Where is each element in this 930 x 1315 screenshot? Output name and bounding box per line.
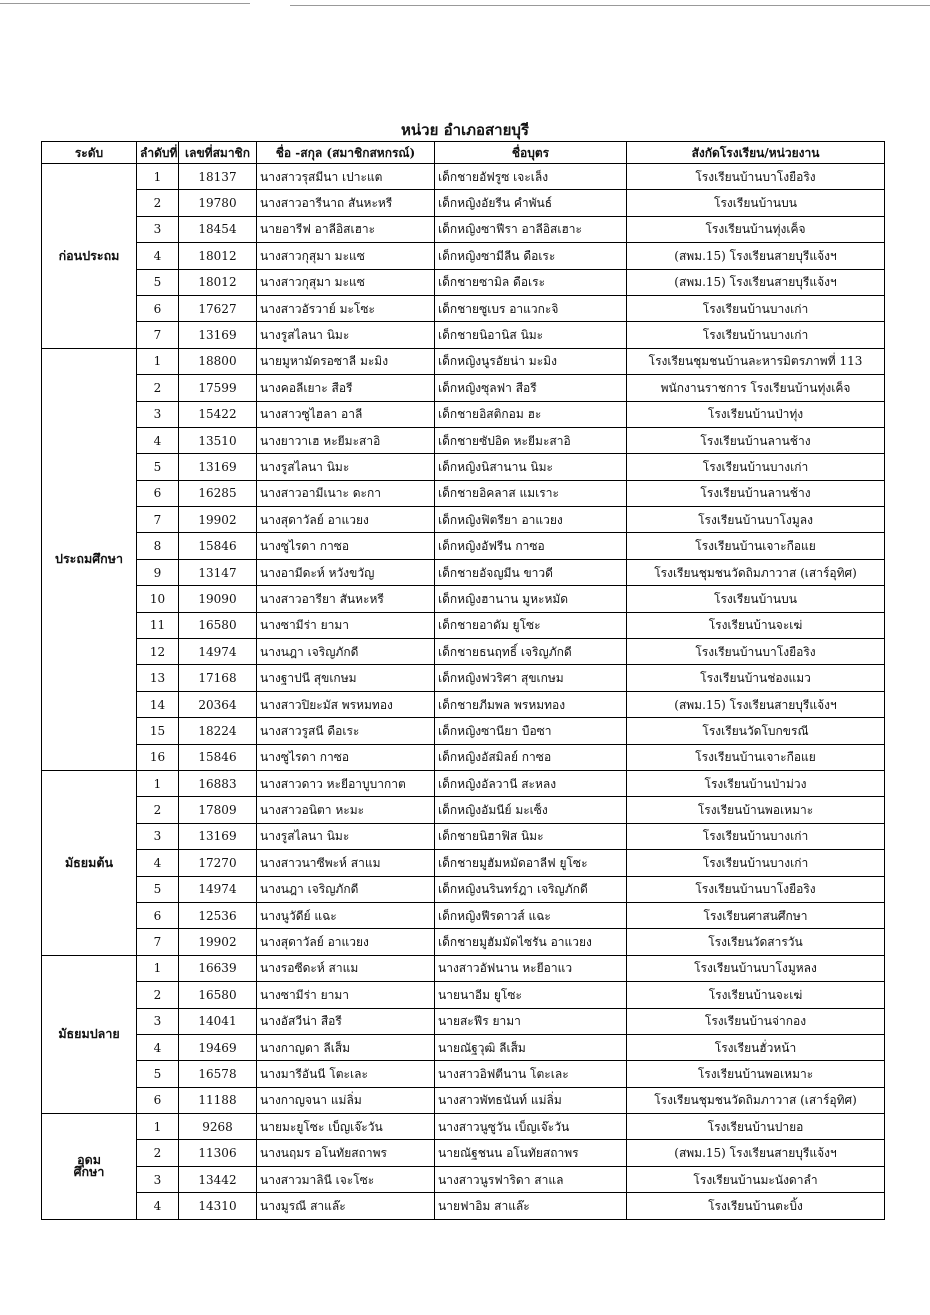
- member-no-cell: 14310: [179, 1193, 257, 1219]
- member-name-cell: นางสาวมาลินี เจะโซะ: [257, 1166, 435, 1192]
- table-row: [42, 559, 885, 585]
- header-level: ระดับ: [42, 142, 137, 164]
- table-row: [42, 480, 885, 506]
- school-cell: โรงเรียนบ้านจะเฆ่: [627, 612, 885, 638]
- table-row: [42, 1193, 885, 1219]
- child-name-cell: เด็กหญิงอัสมิลย์ กาซอ: [435, 744, 627, 770]
- member-name-cell: นางนฤมร อโนทัยสถาพร: [257, 1140, 435, 1166]
- school-cell: โรงเรียนฮั่วหน้า: [627, 1034, 885, 1060]
- order-cell: 4: [137, 1034, 179, 1060]
- member-no-cell: 16580: [179, 612, 257, 638]
- child-name-cell: เด็กหญิงนิสานาน นิมะ: [435, 454, 627, 480]
- member-name-cell: นางรอซีดะห์ สาแม: [257, 955, 435, 981]
- member-no-cell: 14041: [179, 1008, 257, 1034]
- table-row: [42, 401, 885, 427]
- member-no-cell: 14974: [179, 639, 257, 665]
- child-name-cell: เด็กชายภีมพล พรหมทอง: [435, 691, 627, 717]
- member-name-cell: นายมูหามัดรอซาลี มะมิง: [257, 348, 435, 374]
- table-row: [42, 744, 885, 770]
- member-no-cell: 17270: [179, 850, 257, 876]
- order-cell: 7: [137, 322, 179, 348]
- child-name-cell: เด็กชายอัฟรูซ เจะเล็ง: [435, 164, 627, 190]
- school-cell: โรงเรียนบ้านป่าทุ่ง: [627, 401, 885, 427]
- school-cell: โรงเรียนบ้านบางเก่า: [627, 850, 885, 876]
- table-row: [42, 982, 885, 1008]
- member-name-cell: นางสาวรุสมีนา เปาะแต: [257, 164, 435, 190]
- member-no-cell: 16639: [179, 955, 257, 981]
- table-row: [42, 665, 885, 691]
- order-cell: 1: [137, 164, 179, 190]
- member-no-cell: 15846: [179, 533, 257, 559]
- school-cell: โรงเรียนบ้านบน: [627, 586, 885, 612]
- order-cell: 6: [137, 902, 179, 928]
- member-no-cell: 13169: [179, 454, 257, 480]
- child-name-cell: นายณัฐวุฒิ ลีเส็ม: [435, 1034, 627, 1060]
- table-row: [42, 902, 885, 928]
- order-cell: 11: [137, 612, 179, 638]
- child-name-cell: นายสะฟีร ยามา: [435, 1008, 627, 1034]
- table-row: [42, 612, 885, 638]
- school-cell: โรงเรียนบ้านมะนังดาลำ: [627, 1166, 885, 1192]
- member-no-cell: 13510: [179, 427, 257, 453]
- school-cell: โรงเรียนบ้านบน: [627, 190, 885, 216]
- child-name-cell: เด็กหญิงอัลวานี สะหลง: [435, 770, 627, 796]
- child-name-cell: เด็กชายซามิล ดือเระ: [435, 269, 627, 295]
- child-name-cell: เด็กหญิงฮานาน มูหะหมัด: [435, 586, 627, 612]
- member-no-cell: 13169: [179, 322, 257, 348]
- table-row: [42, 427, 885, 453]
- child-name-cell: นางสาวอิฟตีนาน โตะเละ: [435, 1061, 627, 1087]
- member-name-cell: นางสาวนาซีพะห์ สาแม: [257, 850, 435, 876]
- member-no-cell: 18012: [179, 243, 257, 269]
- school-cell: (สพม.15) โรงเรียนสายบุรีแจ้งฯ: [627, 243, 885, 269]
- table-row: [42, 1087, 885, 1113]
- school-cell: โรงเรียนวัดสารวัน: [627, 929, 885, 955]
- school-cell: โรงเรียนบ้านช่องแมว: [627, 665, 885, 691]
- table-row: [42, 850, 885, 876]
- child-name-cell: นางสาวพัทธนันท์ แม่ลิ่ม: [435, 1087, 627, 1113]
- member-no-cell: 17599: [179, 375, 257, 401]
- table-row: [42, 1114, 885, 1140]
- order-cell: 2: [137, 375, 179, 401]
- header-school: สังกัดโรงเรียน/หน่วยงาน: [627, 142, 885, 164]
- member-name-cell: นางซูไรดา กาซอ: [257, 533, 435, 559]
- member-name-cell: นางสาวอารีนาถ สันหะหรี: [257, 190, 435, 216]
- school-cell: โรงเรียนบ้านพอเหมาะ: [627, 1061, 885, 1087]
- member-no-cell: 19090: [179, 586, 257, 612]
- table-row: [42, 823, 885, 849]
- child-name-cell: เด็กหญิงอัมนีย์ มะเซ็ง: [435, 797, 627, 823]
- child-name-cell: เด็กชายอิคลาส แมเราะ: [435, 480, 627, 506]
- table-row: [42, 454, 885, 480]
- table-row: [42, 190, 885, 216]
- member-name-cell: นางสุดาวัลย์ อาแวยง: [257, 507, 435, 533]
- member-no-cell: 19902: [179, 507, 257, 533]
- member-no-cell: 13169: [179, 823, 257, 849]
- table-row: [42, 295, 885, 321]
- level-cell: [42, 1114, 137, 1220]
- table-row: [42, 1008, 885, 1034]
- member-no-cell: 18137: [179, 164, 257, 190]
- order-cell: 4: [137, 850, 179, 876]
- table-row: [42, 691, 885, 717]
- order-cell: 5: [137, 269, 179, 295]
- child-name-cell: เด็กชายอาดัม ยูโซะ: [435, 612, 627, 638]
- child-name-cell: เด็กชายอัจญมีน ขาวดี: [435, 559, 627, 585]
- child-name-cell: เด็กหญิงซุลฟา สือรี: [435, 375, 627, 401]
- header-row: [42, 142, 885, 164]
- table-body: [42, 164, 885, 1220]
- member-name-cell: นางยาวาเฮ หะยีมะสาอิ: [257, 427, 435, 453]
- member-name-cell: นายมะยูโซะ เบ็ญเจ๊ะวัน: [257, 1114, 435, 1140]
- member-name-cell: นางมารีอันนี โตะเละ: [257, 1061, 435, 1087]
- order-cell: 4: [137, 427, 179, 453]
- member-name-cell: นางมูรณี สาแล๊ะ: [257, 1193, 435, 1219]
- scan-edge-line-right: [290, 5, 930, 6]
- member-name-cell: นางสาวปิยะมัส พรหมทอง: [257, 691, 435, 717]
- member-name-cell: นางซามีร่า ยามา: [257, 612, 435, 638]
- member-name-cell: นางซูไรดา กาซอ: [257, 744, 435, 770]
- member-name-cell: นางสาวซูไฮลา อาลี: [257, 401, 435, 427]
- child-name-cell: นางสาวนูรฟาริดา สาแล: [435, 1166, 627, 1192]
- order-cell: 4: [137, 1193, 179, 1219]
- school-cell: โรงเรียนบ้านบาโงยือริง: [627, 164, 885, 190]
- member-no-cell: 17168: [179, 665, 257, 691]
- child-name-cell: เด็กหญิงอัยรีน คำพันธ์: [435, 190, 627, 216]
- order-cell: 5: [137, 876, 179, 902]
- member-name-cell: นางรูสไลนา นิมะ: [257, 322, 435, 348]
- school-cell: โรงเรียนศาสนศึกษา: [627, 902, 885, 928]
- table-row: [42, 1061, 885, 1087]
- school-cell: โรงเรียนบ้านบางเก่า: [627, 322, 885, 348]
- header-member-no: เลขที่สมาชิก: [179, 142, 257, 164]
- school-cell: โรงเรียนบ้านบาโงยือริง: [627, 639, 885, 665]
- school-cell: โรงเรียนบ้านบางเก่า: [627, 823, 885, 849]
- order-cell: 3: [137, 823, 179, 849]
- table-row: [42, 507, 885, 533]
- child-name-cell: นางสาวอัฟนาน หะยีอาแว: [435, 955, 627, 981]
- order-cell: 6: [137, 295, 179, 321]
- member-no-cell: 11306: [179, 1140, 257, 1166]
- table-row: [42, 586, 885, 612]
- level-cell: มัธยมต้น: [42, 770, 137, 955]
- order-cell: 5: [137, 1061, 179, 1087]
- member-name-cell: นางกาญจนา แม่ลิ่ม: [257, 1087, 435, 1113]
- child-name-cell: เด็กชายอิสติกอม ฮะ: [435, 401, 627, 427]
- member-name-cell: นางสาวอารียา สันหะหรี: [257, 586, 435, 612]
- header-order: ลำดับที่: [137, 142, 179, 164]
- member-no-cell: 20364: [179, 691, 257, 717]
- member-name-cell: นางคอลีเยาะ สือรี: [257, 375, 435, 401]
- table-row: [42, 876, 885, 902]
- table-row: [42, 929, 885, 955]
- child-name-cell: เด็กหญิงนูรอัยน่า มะมิง: [435, 348, 627, 374]
- member-name-cell: นางฐาปนี สุขเกษม: [257, 665, 435, 691]
- member-no-cell: 16580: [179, 982, 257, 1008]
- member-no-cell: 18012: [179, 269, 257, 295]
- school-cell: (สพม.15) โรงเรียนสายบุรีแจ้งฯ: [627, 691, 885, 717]
- order-cell: 2: [137, 190, 179, 216]
- member-no-cell: 13442: [179, 1166, 257, 1192]
- member-no-cell: 16883: [179, 770, 257, 796]
- member-no-cell: 19902: [179, 929, 257, 955]
- child-name-cell: เด็กหญิงฟิตรียา อาแวยง: [435, 507, 627, 533]
- table-row: [42, 770, 885, 796]
- school-cell: โรงเรียนบ้านบาโงมูลง: [627, 507, 885, 533]
- member-no-cell: 9268: [179, 1114, 257, 1140]
- member-no-cell: 13147: [179, 559, 257, 585]
- member-no-cell: 16578: [179, 1061, 257, 1087]
- member-name-cell: นางสุดาวัลย์ อาแวยง: [257, 929, 435, 955]
- child-name-cell: เด็กหญิงอัฟรีน กาซอ: [435, 533, 627, 559]
- member-name-cell: นางสาวรูสนี ดือเระ: [257, 718, 435, 744]
- school-cell: โรงเรียนบ้านพอเหมาะ: [627, 797, 885, 823]
- order-cell: 3: [137, 216, 179, 242]
- child-name-cell: เด็กชายมูฮัมหมัดอาลีฟ ยูโซะ: [435, 850, 627, 876]
- member-name-cell: นางสาวอามีเนาะ ดะกา: [257, 480, 435, 506]
- child-name-cell: นายฟาอิม สาแล๊ะ: [435, 1193, 627, 1219]
- school-cell: โรงเรียนบ้านตะบิ้ง: [627, 1193, 885, 1219]
- table-row: [42, 164, 885, 190]
- member-name-cell: นางรูสไลนา นิมะ: [257, 454, 435, 480]
- order-cell: 6: [137, 480, 179, 506]
- order-cell: 15: [137, 718, 179, 744]
- order-cell: 1: [137, 955, 179, 981]
- member-name-cell: นางนฎา เจริญภักดี: [257, 639, 435, 665]
- page-title: หน่วย อำเภอสายบุรี: [401, 121, 529, 139]
- member-no-cell: 14974: [179, 876, 257, 902]
- child-name-cell: เด็กหญิงฟวริศา สุขเกษม: [435, 665, 627, 691]
- school-cell: โรงเรียนบ้านจ่ากอง: [627, 1008, 885, 1034]
- child-name-cell: นางสาวนูซูวัน เบ็ญเจ๊ะวัน: [435, 1114, 627, 1140]
- school-cell: โรงเรียนบ้านบางเก่า: [627, 295, 885, 321]
- order-cell: 2: [137, 797, 179, 823]
- level-cell: มัธยมปลาย: [42, 955, 137, 1113]
- member-no-cell: 16285: [179, 480, 257, 506]
- child-name-cell: เด็กชายนิฮาฟิส นิมะ: [435, 823, 627, 849]
- school-cell: โรงเรียนวัดโบกขรณี: [627, 718, 885, 744]
- school-cell: โรงเรียนบ้านลานช้าง: [627, 480, 885, 506]
- order-cell: 13: [137, 665, 179, 691]
- child-name-cell: เด็กชายมูฮัมมัดไซรัน อาแวยง: [435, 929, 627, 955]
- member-name-cell: นางสาวอนิตา หะมะ: [257, 797, 435, 823]
- school-cell: โรงเรียนบ้านปายอ: [627, 1114, 885, 1140]
- order-cell: 7: [137, 929, 179, 955]
- table-row: [42, 1140, 885, 1166]
- child-name-cell: เด็กหญิงนรินทร์ฎา เจริญภักดี: [435, 876, 627, 902]
- order-cell: 3: [137, 1166, 179, 1192]
- school-cell: โรงเรียนบ้านเจาะกือแย: [627, 533, 885, 559]
- member-no-cell: 18224: [179, 718, 257, 744]
- member-no-cell: 15422: [179, 401, 257, 427]
- member-no-cell: 15846: [179, 744, 257, 770]
- member-no-cell: 12536: [179, 902, 257, 928]
- table-row: [42, 269, 885, 295]
- table-row: [42, 533, 885, 559]
- order-cell: 2: [137, 982, 179, 1008]
- member-children-table: [41, 141, 885, 1220]
- table-row: [42, 797, 885, 823]
- order-cell: 12: [137, 639, 179, 665]
- table-row: [42, 1034, 885, 1060]
- order-cell: 2: [137, 1140, 179, 1166]
- table-row: [42, 955, 885, 981]
- table-row: [42, 216, 885, 242]
- school-cell: โรงเรียนชุมชนวัดถิมภาวาส (เสาร์อุทิศ): [627, 1087, 885, 1113]
- school-cell: (สพม.15) โรงเรียนสายบุรีแจ้งฯ: [627, 1140, 885, 1166]
- member-no-cell: 17627: [179, 295, 257, 321]
- school-cell: พนักงานราชการ โรงเรียนบ้านทุ่งเค็จ: [627, 375, 885, 401]
- order-cell: 7: [137, 507, 179, 533]
- scan-edge-line-left: [0, 3, 250, 4]
- school-cell: โรงเรียนบ้านทุ่งเค็จ: [627, 216, 885, 242]
- order-cell: 1: [137, 348, 179, 374]
- member-name-cell: นางนูวัดีย์ แฉะ: [257, 902, 435, 928]
- order-cell: 1: [137, 770, 179, 796]
- school-cell: โรงเรียนบ้านบางเก่า: [627, 454, 885, 480]
- level-cell: ก่อนประถม: [42, 164, 137, 349]
- member-name-cell: นางสาวดาว หะยีอาบูบากาต: [257, 770, 435, 796]
- member-name-cell: นายอารีฟ อาลีอิสเฮาะ: [257, 216, 435, 242]
- table-row: [42, 718, 885, 744]
- child-name-cell: เด็กหญิงซามีลีน ดือเระ: [435, 243, 627, 269]
- member-name-cell: นางรูสไลนา นิมะ: [257, 823, 435, 849]
- member-name-cell: นางสาวอัรวาย์ มะโซะ: [257, 295, 435, 321]
- table-row: [42, 243, 885, 269]
- school-cell: โรงเรียนชุมชนวัดถิมภาวาส (เสาร์อุทิศ): [627, 559, 885, 585]
- school-cell: โรงเรียนบ้านเจาะกือแย: [627, 744, 885, 770]
- child-name-cell: เด็กชายนิอานิส นิมะ: [435, 322, 627, 348]
- school-cell: โรงเรียนบ้านลานช้าง: [627, 427, 885, 453]
- member-name-cell: นางอัสวีน่า สือรี: [257, 1008, 435, 1034]
- school-cell: โรงเรียนชุมชนบ้านละหารมิตรภาพที่ 113: [627, 348, 885, 374]
- level-line: ศึกษา: [73, 1164, 105, 1180]
- order-cell: 1: [137, 1114, 179, 1140]
- table-row: [42, 639, 885, 665]
- order-cell: 6: [137, 1087, 179, 1113]
- school-cell: โรงเรียนบ้านบาโงยือริง: [627, 876, 885, 902]
- member-name-cell: นางซามีร่า ยามา: [257, 982, 435, 1008]
- member-name-cell: นางนฎา เจริญภักดี: [257, 876, 435, 902]
- order-cell: 3: [137, 1008, 179, 1034]
- child-name-cell: เด็กชายซูเบร อาแวกะจิ: [435, 295, 627, 321]
- member-name-cell: นางกาญดา ลีเส็ม: [257, 1034, 435, 1060]
- table-row: [42, 348, 885, 374]
- order-cell: 3: [137, 401, 179, 427]
- member-no-cell: 19469: [179, 1034, 257, 1060]
- table-row: [42, 375, 885, 401]
- school-cell: โรงเรียนบ้านป่าม่วง: [627, 770, 885, 796]
- header-member-name: ชื่อ -สกุล (สมาชิกสหกรณ์): [257, 142, 435, 164]
- order-cell: 14: [137, 691, 179, 717]
- child-name-cell: นายนาอีม ยูโซะ: [435, 982, 627, 1008]
- order-cell: 8: [137, 533, 179, 559]
- child-name-cell: นายณัฐชนน อโนทัยสถาพร: [435, 1140, 627, 1166]
- school-cell: โรงเรียนบ้านจะเฆ่: [627, 982, 885, 1008]
- level-line: อุดม: [77, 1151, 101, 1167]
- member-no-cell: 19780: [179, 190, 257, 216]
- child-name-cell: เด็กหญิงซานียา บือซา: [435, 718, 627, 744]
- child-name-cell: เด็กชายธนฤทธิ์ เจริญภักดี: [435, 639, 627, 665]
- member-name-cell: นางอามีดะห์ หวังขวัญ: [257, 559, 435, 585]
- member-no-cell: 11188: [179, 1087, 257, 1113]
- school-cell: โรงเรียนบ้านบาโงมูหลง: [627, 955, 885, 981]
- member-name-cell: นางสาวกุสุมา มะแซ: [257, 269, 435, 295]
- member-name-cell: นางสาวกุสุมา มะแซ: [257, 243, 435, 269]
- table-row: [42, 322, 885, 348]
- member-no-cell: 18800: [179, 348, 257, 374]
- table-row: [42, 1166, 885, 1192]
- order-cell: 9: [137, 559, 179, 585]
- school-cell: (สพม.15) โรงเรียนสายบุรีแจ้งฯ: [627, 269, 885, 295]
- member-no-cell: 18454: [179, 216, 257, 242]
- child-name-cell: เด็กหญิงซาฟีรา อาลีอิสเฮาะ: [435, 216, 627, 242]
- child-name-cell: เด็กชายซัปอิด หะยีมะสาอิ: [435, 427, 627, 453]
- member-no-cell: 17809: [179, 797, 257, 823]
- order-cell: 4: [137, 243, 179, 269]
- order-cell: 10: [137, 586, 179, 612]
- order-cell: 5: [137, 454, 179, 480]
- header-child-name: ชื่อบุตร: [435, 142, 627, 164]
- order-cell: 16: [137, 744, 179, 770]
- child-name-cell: เด็กหญิงฟีรดาวส์ แฉะ: [435, 902, 627, 928]
- level-cell: ประถมศึกษา: [42, 348, 137, 770]
